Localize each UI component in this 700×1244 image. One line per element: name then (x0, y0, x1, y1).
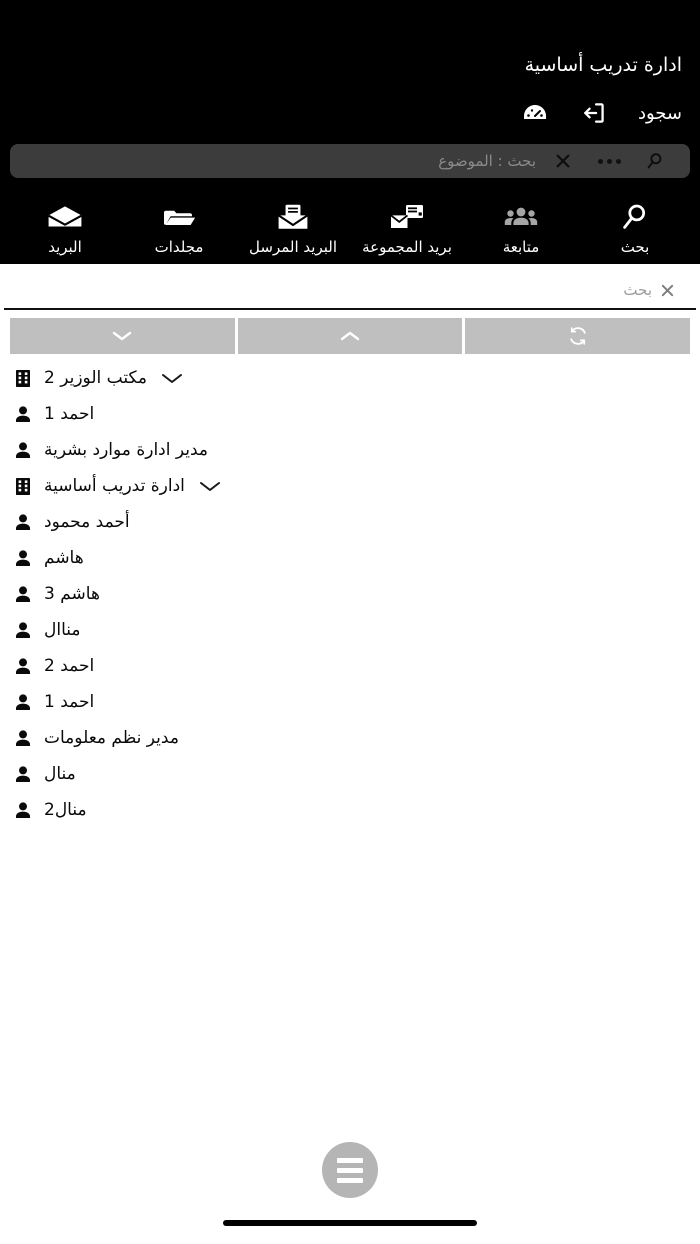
content-area (0, 264, 700, 1244)
person-icon (10, 441, 36, 460)
person-icon (10, 729, 36, 748)
tab-bar (0, 188, 700, 264)
filter-row (4, 264, 696, 310)
mail-envelope-icon (47, 200, 83, 234)
more-options-icon[interactable] (586, 159, 632, 164)
tree-node-label: أحمد محمود (44, 511, 130, 532)
tab-followup[interactable] (464, 200, 578, 256)
tree-node-person[interactable] (0, 648, 700, 684)
tree-node-label: مدير نظم معلومات (44, 727, 179, 748)
tab-label: البريد (48, 238, 82, 256)
tab-label: متابعة (502, 238, 540, 256)
tree-node-group[interactable] (0, 468, 700, 504)
account-row (0, 88, 700, 138)
person-icon (10, 621, 36, 640)
tab-label: البريد المرسل (249, 238, 337, 256)
person-icon (10, 693, 36, 712)
tree-node-label: مكتب الوزير 2 (44, 367, 147, 388)
tree-node-label: مدير ادارة موارد بشرية (44, 439, 208, 460)
search-icon[interactable] (632, 151, 678, 171)
tree-node-label: منال2 (44, 799, 87, 820)
tree-node-person[interactable] (0, 396, 700, 432)
top-search-input[interactable]: بحث : الموضوع (438, 152, 536, 170)
search-input[interactable]: بحث (623, 281, 652, 299)
tree-node-label: مناال (44, 619, 81, 640)
tab-folders[interactable] (122, 200, 236, 256)
top-shell (0, 0, 700, 264)
sent-mail-icon (277, 200, 309, 234)
tree-node-label: ادارة تدريب أساسية (44, 475, 185, 496)
tab-group-mail[interactable] (350, 200, 464, 256)
tree-node-group[interactable] (0, 360, 700, 396)
building-icon (10, 477, 36, 496)
tree-node-person[interactable] (0, 792, 700, 828)
collapse-all-button[interactable] (10, 318, 235, 354)
tab-label: مجلدات (154, 238, 204, 256)
tree-node-label: هاشم (44, 547, 84, 568)
tree-node-label: منال (44, 763, 76, 784)
tab-label: بحث (620, 238, 650, 256)
tree-toolbar (0, 310, 700, 354)
close-icon[interactable] (652, 282, 682, 299)
person-icon (10, 549, 36, 568)
top-search-bar[interactable] (10, 144, 690, 178)
refresh-button[interactable] (465, 318, 690, 354)
top-search-bar-wrap (0, 138, 700, 188)
tree-node-label: احمد 2 (44, 655, 95, 676)
hamburger-menu-icon (337, 1158, 363, 1183)
tab-label: بريد المجموعة (362, 238, 452, 256)
person-icon (10, 513, 36, 532)
tree-node-label: هاشم 3 (44, 583, 100, 604)
tree-node-person[interactable] (0, 504, 700, 540)
close-icon[interactable] (540, 152, 586, 170)
chevron-down-icon[interactable] (193, 479, 227, 494)
tab-sent-mail[interactable] (236, 200, 350, 256)
expand-all-button[interactable] (238, 318, 463, 354)
building-icon (10, 369, 36, 388)
home-indicator (223, 1220, 477, 1226)
menu-fab[interactable] (322, 1142, 378, 1198)
account-name: سجود (637, 102, 682, 124)
person-icon (10, 657, 36, 676)
tree-node-label: احمد 1 (44, 691, 95, 712)
app-title-row (0, 42, 700, 88)
person-icon (10, 801, 36, 820)
tree-node-person[interactable] (0, 612, 700, 648)
status-bar (0, 0, 700, 42)
tab-mail[interactable] (8, 200, 122, 256)
tree-node-person[interactable] (0, 540, 700, 576)
tree-node-person[interactable] (0, 720, 700, 756)
person-icon (10, 765, 36, 784)
page-title: ادارة تدريب أساسية (524, 54, 682, 76)
person-icon (10, 405, 36, 424)
dashboard-gauge-icon[interactable] (518, 96, 552, 130)
logout-icon[interactable] (578, 96, 612, 130)
folder-icon (162, 200, 196, 234)
tree-node-person[interactable] (0, 756, 700, 792)
chevron-down-icon[interactable] (155, 371, 189, 386)
tree-node-person[interactable] (0, 432, 700, 468)
tree-node-person[interactable] (0, 576, 700, 612)
tree-node-person[interactable] (0, 684, 700, 720)
group-mail-icon (389, 200, 425, 234)
search-icon (620, 200, 650, 234)
tab-search[interactable] (578, 200, 692, 256)
tree-node-label: احمد 1 (44, 403, 95, 424)
org-tree (0, 354, 700, 1244)
people-group-icon (504, 200, 538, 234)
person-icon (10, 585, 36, 604)
